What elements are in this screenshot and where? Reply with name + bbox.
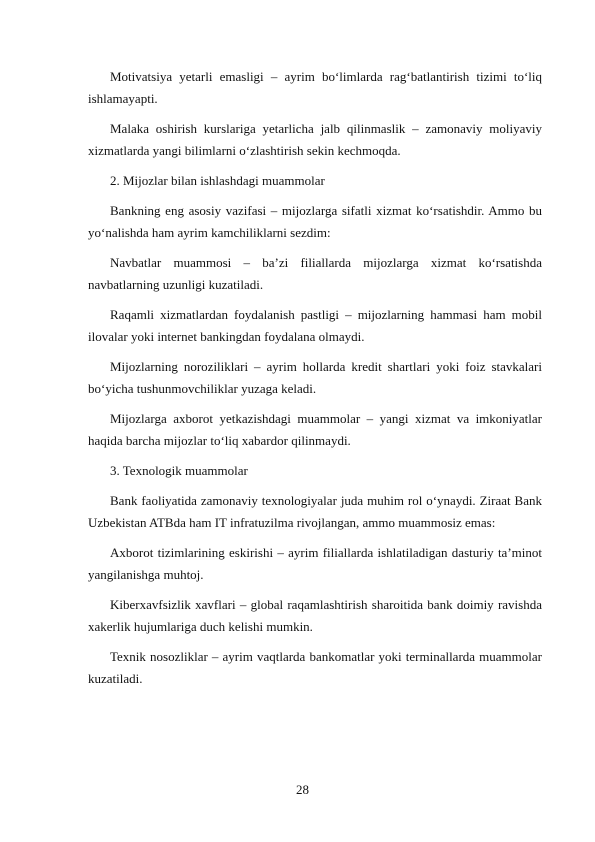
section-heading-technology: 3. Texnologik muammolar xyxy=(110,463,248,478)
paragraph-training: Malaka oshirish kurslariga yetarlicha jalb qilinmaslik – zamonaviy moliyaviy xizmatlarda yangi bilimlarni o‘zlashtirish sekin kechmoqda. xyxy=(88,121,542,158)
paragraph-information: Mijozlarga axborot yetkazishdagi muammolar – yangi xizmat va imkoniyatlar haqida barcha mijozlar to‘liq xabardor qilinmaydi. xyxy=(88,411,542,448)
paragraph-outdated-systems: Axborot tizimlarining eskirishi – ayrim filiallarda ishlatiladigan dasturiy ta’minot yangilanishga muhtoj. xyxy=(88,545,542,582)
paragraph-digital-services: Raqamli xizmatlardan foydalanish pastligi – mijozlarning hammasi ham mobil ilovalar yoki internet bankingdan foydalana olmaydi. xyxy=(88,307,542,344)
section-heading-clients: 2. Mijozlar bilan ishlashdagi muammolar xyxy=(110,173,325,188)
paragraph-technical-failures: Texnik nosozliklar – ayrim vaqtlarda bankomatlar yoki terminallarda muammolar kuzatiladi. xyxy=(88,649,542,686)
paragraph-technology-role: Bank faoliyatida zamonaviy texnologiyalar juda muhim rol o‘ynaydi. Ziraat Bank Uzbekistan ATBda ham IT infratuzilma rivojlangan, ammo muammosiz emas: xyxy=(88,493,542,530)
document-body xyxy=(88,66,542,698)
paragraph-client-service: Bankning eng asosiy vazifasi – mijozlarga sifatli xizmat ko‘rsatishdir. Ammo bu yo‘nalishda ham ayrim kamchiliklarni sezdim: xyxy=(88,203,542,240)
paragraph-queues: Navbatlar muammosi – ba’zi filiallarda mijozlarga xizmat ko‘rsatishda navbatlarning uzunligi kuzatiladi. xyxy=(88,255,542,292)
paragraph-client-complaints: Mijozlarning noroziliklari – ayrim hollarda kredit shartlari yoki foiz stavkalari bo‘yicha tushunmovchiliklar yuzaga keladi. xyxy=(88,359,542,396)
paragraph-cybersecurity: Kiberxavfsizlik xavflari – global raqamlashtirish sharoitida bank doimiy ravishda xakerlik hujumlariga duch kelishi mumkin. xyxy=(88,597,542,634)
paragraph-motivation: Motivatsiya yetarli emasligi – ayrim bo‘limlarda rag‘batlantirish tizimi to‘liq ishlamayapti. xyxy=(88,69,542,106)
page-number: 28 xyxy=(296,782,309,797)
